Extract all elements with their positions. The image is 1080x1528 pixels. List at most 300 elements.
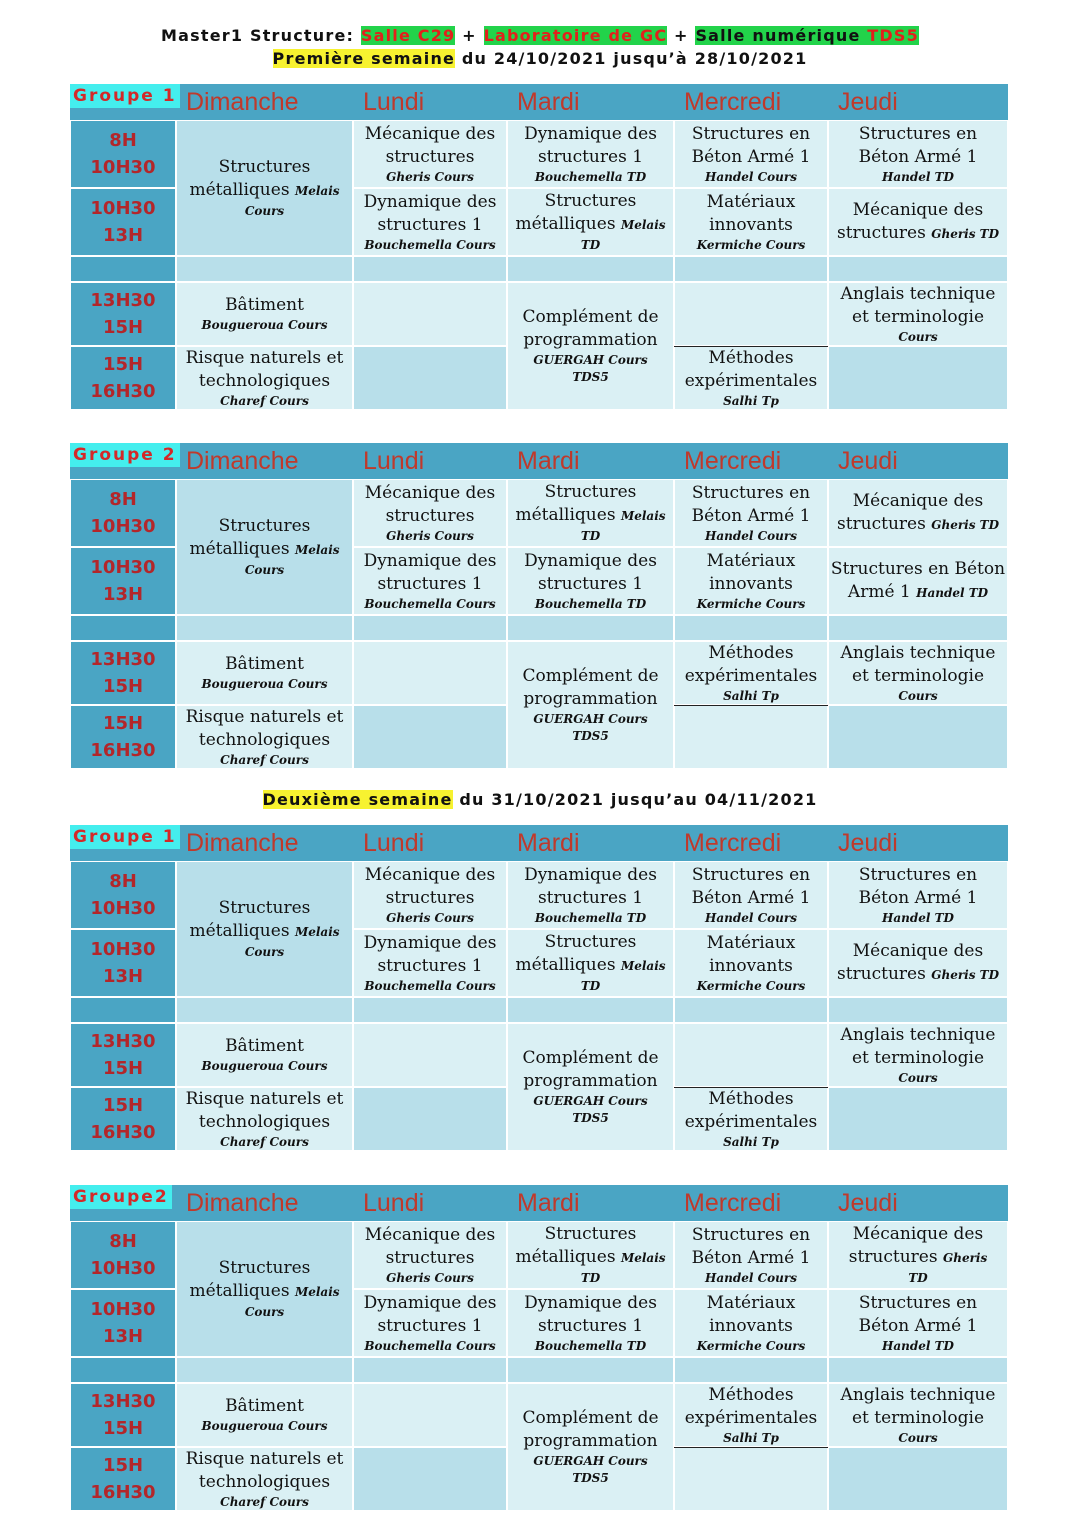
day-header: Lundi <box>363 829 425 857</box>
session-cell <box>176 120 353 256</box>
subject-line: innovants <box>709 573 793 594</box>
subject-line: structures <box>385 505 475 526</box>
time-slot <box>70 929 176 997</box>
time-slot <box>70 1087 176 1151</box>
time-start: 10H30 <box>90 198 156 219</box>
group-label: Groupe 2 <box>70 443 180 467</box>
time-slot <box>70 1221 176 1289</box>
subject-line: Dynamique des <box>363 191 497 212</box>
session-cell <box>353 929 507 997</box>
subject-line: Structures <box>544 1224 637 1244</box>
subject-line: expérimentales <box>684 1111 818 1132</box>
empty-cell <box>674 997 828 1023</box>
empty-cell <box>507 256 674 282</box>
session-cell <box>507 479 674 547</box>
teacher-info: TD <box>580 979 601 993</box>
teacher-info: Handel Cours <box>705 910 797 925</box>
teacher-info: Bougueroua Cours <box>201 318 328 332</box>
subject-line <box>849 1246 988 1270</box>
subject-line: Bâtiment <box>225 1036 304 1056</box>
header-week-2 <box>0 790 1080 809</box>
session-cell <box>828 120 1008 188</box>
empty-cell <box>674 1447 828 1511</box>
subject-line: Dynamique des <box>363 932 497 953</box>
empty-cell <box>828 346 1008 410</box>
divider-line <box>674 1447 828 1448</box>
teacher-info: Charef Cours <box>220 393 309 408</box>
subject-line: technologiques <box>198 1471 331 1492</box>
subject-line: Bâtiment <box>225 1396 304 1416</box>
subject-text: métalliques <box>189 921 295 941</box>
day-header: Mardi <box>517 1189 580 1217</box>
time-end: 10H30 <box>90 516 156 537</box>
time-end: 13H <box>102 966 144 987</box>
teacher-info: Gheris Cours <box>386 169 474 184</box>
subject-line: Structures <box>544 932 637 952</box>
teacher-info: Bouchemella Cours <box>364 978 496 993</box>
session-cell <box>674 120 828 188</box>
time-start: 8H <box>109 489 137 510</box>
time-end: 16H30 <box>90 381 156 402</box>
subject-line: Béton Armé 1 <box>858 1315 978 1336</box>
subject-text: métalliques <box>515 505 621 525</box>
subject-line: Structures en Béton <box>830 558 1006 579</box>
subject-line <box>848 581 988 605</box>
teacher-info: Handel Cours <box>705 528 797 543</box>
session-cell <box>674 479 828 547</box>
session-cell <box>507 1221 674 1289</box>
subject-line <box>189 1280 339 1304</box>
day-header: Jeudi <box>838 829 898 857</box>
teacher-info: Cours <box>898 1430 938 1445</box>
empty-cell <box>353 1357 507 1383</box>
subject-line: Risque naturels et <box>185 706 344 727</box>
digital-room-code: TDS5 <box>867 26 919 45</box>
teacher-info: Bouchemella TD <box>534 1338 647 1353</box>
session-cell <box>674 1221 828 1289</box>
subject-line: Structures en <box>858 864 978 885</box>
day-header: Lundi <box>363 447 425 475</box>
room-info: TDS5 <box>572 370 609 384</box>
session-cell <box>176 861 353 997</box>
session-cell <box>828 547 1008 615</box>
divider-line <box>674 346 828 347</box>
subject-line: Béton Armé 1 <box>691 887 811 908</box>
teacher-info: Cours <box>244 1305 285 1319</box>
session-cell <box>353 547 507 615</box>
subject-line <box>189 538 339 562</box>
day-header: Mercredi <box>684 1189 782 1217</box>
table-header-row <box>70 443 1008 479</box>
empty-cell <box>674 1357 828 1383</box>
subject-line: et terminologie <box>851 1407 985 1428</box>
empty-cell <box>674 282 828 346</box>
empty-cell <box>176 256 353 282</box>
session-cell <box>674 1289 828 1357</box>
time-slot <box>70 346 176 410</box>
divider-line <box>674 705 828 706</box>
table-header-row <box>70 84 1008 120</box>
empty-cell <box>176 1357 353 1383</box>
time-end: 10H30 <box>90 1258 156 1279</box>
subject-line: structures <box>385 887 475 908</box>
day-header: Mercredi <box>684 829 782 857</box>
day-header: Dimanche <box>186 829 299 857</box>
time-end: 16H30 <box>90 740 156 761</box>
subject-line <box>837 963 999 987</box>
teacher-inline: Melais <box>620 1251 666 1265</box>
schedule-table <box>70 84 1008 410</box>
subject-line <box>515 1246 665 1270</box>
session-cell <box>828 479 1008 547</box>
session-cell <box>176 1383 353 1447</box>
empty-cell <box>828 997 1008 1023</box>
subject-line: Risque naturels et <box>185 347 344 368</box>
subject-line: Complément de <box>522 307 659 327</box>
day-header: Mercredi <box>684 447 782 475</box>
teacher-info: TD <box>580 1271 601 1285</box>
subject-line: innovants <box>709 1315 793 1336</box>
subject-line <box>515 213 665 237</box>
empty-cell <box>353 256 507 282</box>
teacher-info: Bougueroua Cours <box>201 1059 328 1073</box>
time-start: 13H30 <box>90 649 156 670</box>
subject-text: structures <box>836 222 932 243</box>
day-header: Mardi <box>517 829 580 857</box>
subject-line: Structures <box>218 157 311 177</box>
session-cell <box>507 641 674 769</box>
teacher-info: Bouchemella Cours <box>364 237 496 252</box>
day-header: Dimanche <box>186 1189 299 1217</box>
subject-line: Dynamique des <box>524 123 657 144</box>
time-start: 8H <box>109 130 137 151</box>
time-start: 10H30 <box>90 939 156 960</box>
room-c29: Salle C29 <box>360 26 456 45</box>
empty-cell <box>353 282 507 346</box>
teacher-inline: Gheris TD <box>931 967 999 982</box>
subject-line: expérimentales <box>684 1407 818 1428</box>
subject-line: Mécanique des <box>852 1224 984 1244</box>
session-cell <box>353 188 507 256</box>
subject-text: métalliques <box>515 214 621 234</box>
subject-line: Anglais technique <box>840 1384 996 1405</box>
day-header: Jeudi <box>838 88 898 116</box>
teacher-info: Kermiche Cours <box>696 596 806 611</box>
subject-line <box>837 513 999 537</box>
subject-line: Matériaux <box>706 932 796 953</box>
subject-line: Matériaux <box>706 191 796 212</box>
teacher-info: Bouchemella Cours <box>364 1338 496 1353</box>
subject-line: structures 1 <box>377 955 483 976</box>
time-slot <box>70 1289 176 1357</box>
teacher-info: Cours <box>898 329 938 344</box>
subject-line: Structures en <box>691 1224 811 1245</box>
teacher-info: TD <box>580 529 601 543</box>
session-cell <box>828 1289 1008 1357</box>
subject-line: Méthodes <box>708 642 794 663</box>
digital-room-label: Salle numérique <box>695 26 868 45</box>
subject-line: Mécanique des <box>364 864 496 885</box>
time-start: 8H <box>109 1231 137 1252</box>
empty-cell <box>674 615 828 641</box>
empty-cell <box>176 997 353 1023</box>
teacher-inline: Melais <box>620 959 666 973</box>
subject-line: Structures <box>218 898 311 918</box>
day-header: Mardi <box>517 447 580 475</box>
subject-line <box>189 179 339 203</box>
time-end: 15H <box>102 1418 144 1439</box>
empty-cell <box>176 615 353 641</box>
empty-cell <box>353 641 507 705</box>
subject-line: et terminologie <box>851 665 985 686</box>
teacher-info: Handel Cours <box>705 169 797 184</box>
empty-cell <box>507 997 674 1023</box>
subject-line: structures 1 <box>377 573 483 594</box>
session-cell <box>176 479 353 615</box>
subject-line: expérimentales <box>684 665 818 686</box>
time-slot <box>70 615 176 641</box>
subject-line: programmation <box>523 689 658 709</box>
subject-text: Armé 1 <box>847 581 917 602</box>
subject-line: structures <box>385 1247 475 1268</box>
session-cell <box>176 346 353 410</box>
teacher-info: Bouchemella Cours <box>364 596 496 611</box>
schedule-table <box>70 825 1008 1151</box>
session-cell <box>674 641 828 705</box>
schedule-table <box>70 1185 1008 1511</box>
session-cell <box>828 861 1008 929</box>
subject-line: Dynamique des <box>363 1292 497 1313</box>
time-start: 13H30 <box>90 1031 156 1052</box>
subject-line: structures 1 <box>537 146 644 167</box>
subject-line: Béton Armé 1 <box>691 505 811 526</box>
subject-line: expérimentales <box>684 370 818 391</box>
subject-line: Méthodes <box>708 1384 794 1405</box>
session-cell <box>176 282 353 346</box>
divider-line <box>674 1087 828 1088</box>
session-cell <box>353 479 507 547</box>
session-cell <box>176 641 353 705</box>
time-slot <box>70 997 176 1023</box>
week1-label: Première semaine <box>272 49 456 68</box>
teacher-info: TD <box>580 238 601 252</box>
day-header: Mercredi <box>684 88 782 116</box>
time-end: 16H30 <box>90 1482 156 1503</box>
day-header: Lundi <box>363 1189 425 1217</box>
subject-line: Mécanique des <box>852 490 984 511</box>
subject-line: Dynamique des <box>524 864 657 885</box>
teacher-inline: Melais <box>294 925 340 939</box>
subject-line: structures 1 <box>537 1315 644 1336</box>
table-header-row <box>70 825 1008 861</box>
session-cell <box>507 1383 674 1511</box>
subject-line: Risque naturels et <box>185 1448 344 1469</box>
empty-cell <box>353 1383 507 1447</box>
subject-line: Complément de <box>522 1408 659 1428</box>
session-cell <box>507 188 674 256</box>
session-cell <box>176 705 353 769</box>
session-cell <box>507 547 674 615</box>
teacher-info: Bougueroua Cours <box>201 677 328 691</box>
session-cell <box>353 1221 507 1289</box>
subject-line: Matériaux <box>706 550 796 571</box>
subject-line: Structures en <box>691 123 811 144</box>
subject-line: Risque naturels et <box>185 1088 344 1109</box>
subject-line: structures 1 <box>377 1315 483 1336</box>
empty-cell <box>828 1447 1008 1511</box>
session-cell <box>828 929 1008 997</box>
empty-cell <box>353 1023 507 1087</box>
teacher-info: Kermiche Cours <box>696 978 806 993</box>
teacher-inline: Melais <box>620 218 666 232</box>
table-header-row <box>70 1185 1008 1221</box>
session-cell <box>674 861 828 929</box>
teacher-inline: Melais <box>294 543 340 557</box>
subject-line: Structures <box>544 482 637 502</box>
time-start: 10H30 <box>90 557 156 578</box>
time-end: 15H <box>102 676 144 697</box>
subject-text: structures <box>848 1247 943 1267</box>
empty-cell <box>353 705 507 769</box>
subject-line: Bâtiment <box>225 654 304 674</box>
time-slot <box>70 547 176 615</box>
room-info: TDS5 <box>572 729 609 743</box>
time-end: 13H <box>102 584 144 605</box>
subject-line: Béton Armé 1 <box>691 146 811 167</box>
time-end: 10H30 <box>90 898 156 919</box>
subject-text: métalliques <box>515 1247 621 1267</box>
session-cell <box>828 188 1008 256</box>
subject-line: Dynamique des <box>524 1292 657 1313</box>
plus-sign: + <box>455 26 484 45</box>
empty-cell <box>674 1023 828 1087</box>
group-label: Groupe 1 <box>70 84 180 108</box>
subject-line: Anglais technique <box>840 1024 996 1045</box>
time-slot <box>70 120 176 188</box>
subject-line: technologiques <box>198 1111 331 1132</box>
subject-text: métalliques <box>189 180 295 200</box>
time-start: 13H30 <box>90 290 156 311</box>
session-cell <box>674 346 828 410</box>
session-cell <box>507 929 674 997</box>
session-cell <box>828 282 1008 346</box>
teacher-info: Cours <box>898 688 938 703</box>
subject-line: technologiques <box>198 729 331 750</box>
day-header: Dimanche <box>186 447 299 475</box>
teacher-inline: Gheris TD <box>931 517 999 532</box>
teacher-info: Salhi Tp <box>723 393 779 408</box>
teacher-inline: Gheris <box>943 1251 988 1265</box>
room-info: TDS5 <box>572 1471 609 1485</box>
time-end: 10H30 <box>90 157 156 178</box>
subject-line: Dynamique des <box>363 550 497 571</box>
teacher-info: GUERGAH Cours <box>533 1094 648 1108</box>
session-cell <box>353 861 507 929</box>
subject-line: Bâtiment <box>225 295 304 315</box>
subject-line: Méthodes <box>708 347 794 368</box>
session-cell <box>674 1383 828 1447</box>
time-start: 8H <box>109 871 137 892</box>
empty-cell <box>353 997 507 1023</box>
subject-line: et terminologie <box>851 1047 985 1068</box>
subject-line: structures <box>385 146 475 167</box>
subject-line: Anglais technique <box>840 283 996 304</box>
time-slot <box>70 705 176 769</box>
subject-text: métalliques <box>515 955 621 975</box>
teacher-info: GUERGAH Cours <box>533 353 648 367</box>
teacher-info: Charef Cours <box>220 1134 309 1149</box>
teacher-info: Cours <box>244 204 285 218</box>
subject-line: Mécanique des <box>852 940 984 961</box>
teacher-info: Kermiche Cours <box>696 237 806 252</box>
teacher-info: Salhi Tp <box>723 1134 779 1149</box>
time-slot <box>70 641 176 705</box>
session-cell <box>176 1023 353 1087</box>
session-cell <box>507 282 674 410</box>
session-cell <box>828 1383 1008 1447</box>
subject-line: innovants <box>709 214 793 235</box>
teacher-info: Gheris Cours <box>386 910 474 925</box>
subject-line: Béton Armé 1 <box>691 1247 811 1268</box>
time-slot <box>70 1383 176 1447</box>
subject-line: Structures en <box>691 864 811 885</box>
teacher-inline: Melais <box>294 184 340 198</box>
time-start: 15H <box>102 354 144 375</box>
time-start: 13H30 <box>90 1391 156 1412</box>
subject-line: Dynamique des <box>524 550 657 571</box>
week2-label: Deuxième semaine <box>262 790 453 809</box>
time-end: 13H <box>102 1326 144 1347</box>
empty-cell <box>674 705 828 769</box>
teacher-info: Salhi Tp <box>723 688 779 703</box>
day-header: Lundi <box>363 88 425 116</box>
session-cell <box>674 188 828 256</box>
group-label: Groupe2 <box>70 1185 172 1209</box>
time-start: 10H30 <box>90 1299 156 1320</box>
empty-cell <box>507 615 674 641</box>
teacher-info: Bougueroua Cours <box>201 1419 328 1433</box>
empty-cell <box>507 1357 674 1383</box>
subject-line: Matériaux <box>706 1292 796 1313</box>
header-week-1 <box>0 49 1080 68</box>
subject-line: et terminologie <box>851 306 985 327</box>
teacher-info: GUERGAH Cours <box>533 712 648 726</box>
subject-line: technologiques <box>198 370 331 391</box>
week2-dates: du 31/10/2021 jusqu’au 04/11/2021 <box>452 790 818 809</box>
time-slot <box>70 256 176 282</box>
schedule-table <box>70 443 1008 769</box>
teacher-inline: Melais <box>294 1285 340 1299</box>
empty-cell <box>828 1087 1008 1151</box>
subject-line: programmation <box>523 330 658 350</box>
time-slot <box>70 282 176 346</box>
teacher-info: Salhi Tp <box>723 1430 779 1445</box>
teacher-info: Bouchemella TD <box>534 169 647 184</box>
subject-line <box>837 222 999 246</box>
subject-line: Mécanique des <box>364 123 496 144</box>
subject-line <box>515 954 665 978</box>
subject-line: Structures en <box>858 1292 978 1313</box>
session-cell <box>176 1221 353 1357</box>
session-cell <box>353 120 507 188</box>
teacher-inline: Gheris TD <box>931 226 999 241</box>
subject-text: métalliques <box>189 539 295 559</box>
subject-line <box>515 504 665 528</box>
group-label: Groupe 1 <box>70 825 180 849</box>
time-end: 15H <box>102 317 144 338</box>
subject-line: structures 1 <box>537 573 644 594</box>
empty-cell <box>353 346 507 410</box>
